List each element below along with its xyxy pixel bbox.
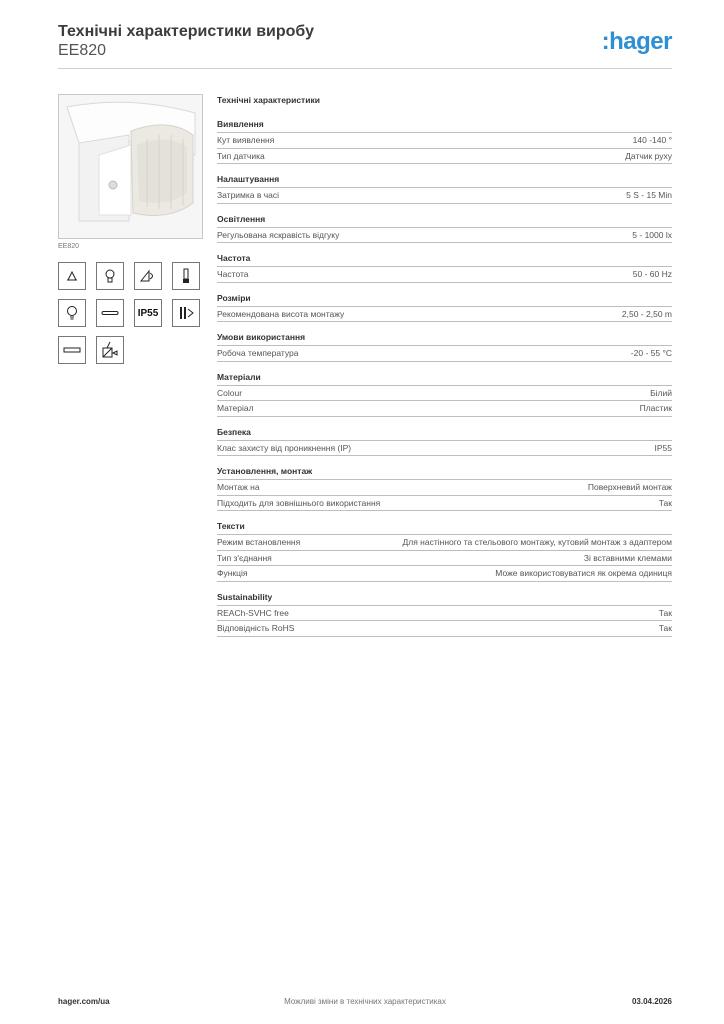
specs-heading: Технічні характеристики xyxy=(217,95,320,105)
spec-label: Тип датчика xyxy=(217,150,265,161)
spec-row xyxy=(217,535,672,551)
page-header xyxy=(58,22,672,68)
spec-label: Рекомендована висота монтажу xyxy=(217,308,345,319)
spec-value: Зі вставними клемами xyxy=(583,552,672,563)
spec-label: Частота xyxy=(217,269,249,279)
spec-row xyxy=(217,566,672,582)
spec-label: Кут виявлення xyxy=(217,135,275,145)
document-title: Технічні характеристики виробу xyxy=(58,23,314,40)
spec-group xyxy=(217,332,672,362)
hager-logo[interactable]: :hager xyxy=(601,28,672,55)
spec-label: Colour xyxy=(217,387,243,398)
spec-value: Білий xyxy=(650,387,672,398)
spec-value: Поверхневий монтаж xyxy=(587,482,672,492)
spec-group-title: Налаштування xyxy=(217,174,672,188)
spec-label: Регульована яскравість відгуку xyxy=(217,229,340,240)
spec-group xyxy=(217,293,672,323)
spec-label: Затримка в часі xyxy=(217,190,280,200)
lamp-icon xyxy=(58,299,86,327)
spec-value: Так xyxy=(658,623,672,633)
spec-group xyxy=(217,427,672,457)
spec-row xyxy=(217,441,672,457)
ip55-badge xyxy=(134,299,162,327)
spec-value: Пластик xyxy=(639,403,672,413)
spec-group-title: Sustainability xyxy=(217,592,672,606)
motion-sensor-image xyxy=(59,95,202,238)
spec-value: Так xyxy=(658,497,672,508)
spec-group-title: Виявлення xyxy=(217,119,672,133)
ip55-label: IP55 xyxy=(137,307,159,319)
spec-group xyxy=(217,521,672,582)
spec-groups xyxy=(217,119,672,637)
photo-caption: EE820 xyxy=(58,243,80,250)
spec-row xyxy=(217,188,672,204)
spec-group xyxy=(217,253,672,283)
spec-group-title: Частота xyxy=(217,253,672,267)
spec-row xyxy=(217,346,672,362)
ceiling-mount-icon xyxy=(58,262,86,290)
spec-group xyxy=(217,214,672,244)
header-divider xyxy=(58,68,672,69)
spec-value: 50 - 60 Hz xyxy=(632,269,672,279)
spec-label: Клас захисту від проникнення (IP) xyxy=(217,442,352,453)
spec-row xyxy=(217,267,672,283)
led-signal-icon xyxy=(172,299,200,327)
spec-row xyxy=(217,606,672,622)
spec-label: Тип з'єднання xyxy=(217,552,272,563)
spec-group-title: Матеріали xyxy=(217,372,672,386)
spec-row xyxy=(217,551,672,567)
fluorescent-tube-icon xyxy=(172,262,200,290)
wall-mount-icon xyxy=(96,336,124,364)
spec-value: 5 S - 15 Min xyxy=(626,190,672,200)
spec-label: REACh-SVHC free xyxy=(217,607,289,618)
spec-label: Монтаж на xyxy=(217,482,260,492)
spec-value: Може використовуватися як окрема одиниця xyxy=(495,568,672,578)
spec-group xyxy=(217,372,672,417)
spec-label: Робоча температура xyxy=(217,348,299,358)
spec-value: 140 -140 ° xyxy=(632,135,672,145)
product-photo xyxy=(58,94,203,239)
spec-group xyxy=(217,592,672,637)
spec-row xyxy=(217,386,672,402)
spec-group xyxy=(217,119,672,164)
detection-zone-icon xyxy=(134,262,162,290)
spec-label: Матеріал xyxy=(217,403,254,413)
spec-group-title: Умови використання xyxy=(217,332,672,346)
spec-group xyxy=(217,466,672,511)
spec-row xyxy=(217,496,672,512)
spec-group-title: Установлення, монтаж xyxy=(217,466,672,480)
spec-value: -20 - 55 °C xyxy=(630,348,672,358)
spec-row xyxy=(217,480,672,496)
spec-value: 2,50 - 2,50 m xyxy=(621,308,672,319)
spec-label: Підходить для зовнішнього використання xyxy=(217,497,381,508)
strip-light-icon xyxy=(58,336,86,364)
spec-group-title: Тексти xyxy=(217,521,672,535)
spec-group-title: Розміри xyxy=(217,293,672,307)
spec-value: 5 - 1000 lx xyxy=(632,229,672,240)
footer-disclaimer: Можливі зміни в технічних характеристиках xyxy=(284,997,446,1006)
linear-tube-icon xyxy=(96,299,124,327)
spec-label: Функція xyxy=(217,568,248,578)
spec-row xyxy=(217,133,672,149)
spec-row xyxy=(217,307,672,323)
spec-row xyxy=(217,149,672,165)
spec-label: Відповідність RoHS xyxy=(217,623,295,633)
spec-value: Для настінного та стельового монтажу, кутовий монтаж з адаптером xyxy=(402,537,672,547)
footer-website-link[interactable]: hager.com/ua xyxy=(58,997,110,1006)
spec-value: Датчик руху xyxy=(625,150,672,161)
spec-row xyxy=(217,621,672,637)
spec-row xyxy=(217,228,672,244)
spec-group-title: Безпека xyxy=(217,427,672,441)
product-code: EE820 xyxy=(58,42,107,59)
specifications-section xyxy=(217,95,672,647)
spec-row xyxy=(217,401,672,417)
spec-group-title: Освітлення xyxy=(217,214,672,228)
spec-label: Режим встановлення xyxy=(217,537,301,547)
bulb-icon xyxy=(96,262,124,290)
spec-group xyxy=(217,174,672,204)
footer-date: 03.04.2026 xyxy=(631,997,672,1006)
spec-value: Так xyxy=(658,607,672,618)
spec-value: IP55 xyxy=(654,442,672,453)
